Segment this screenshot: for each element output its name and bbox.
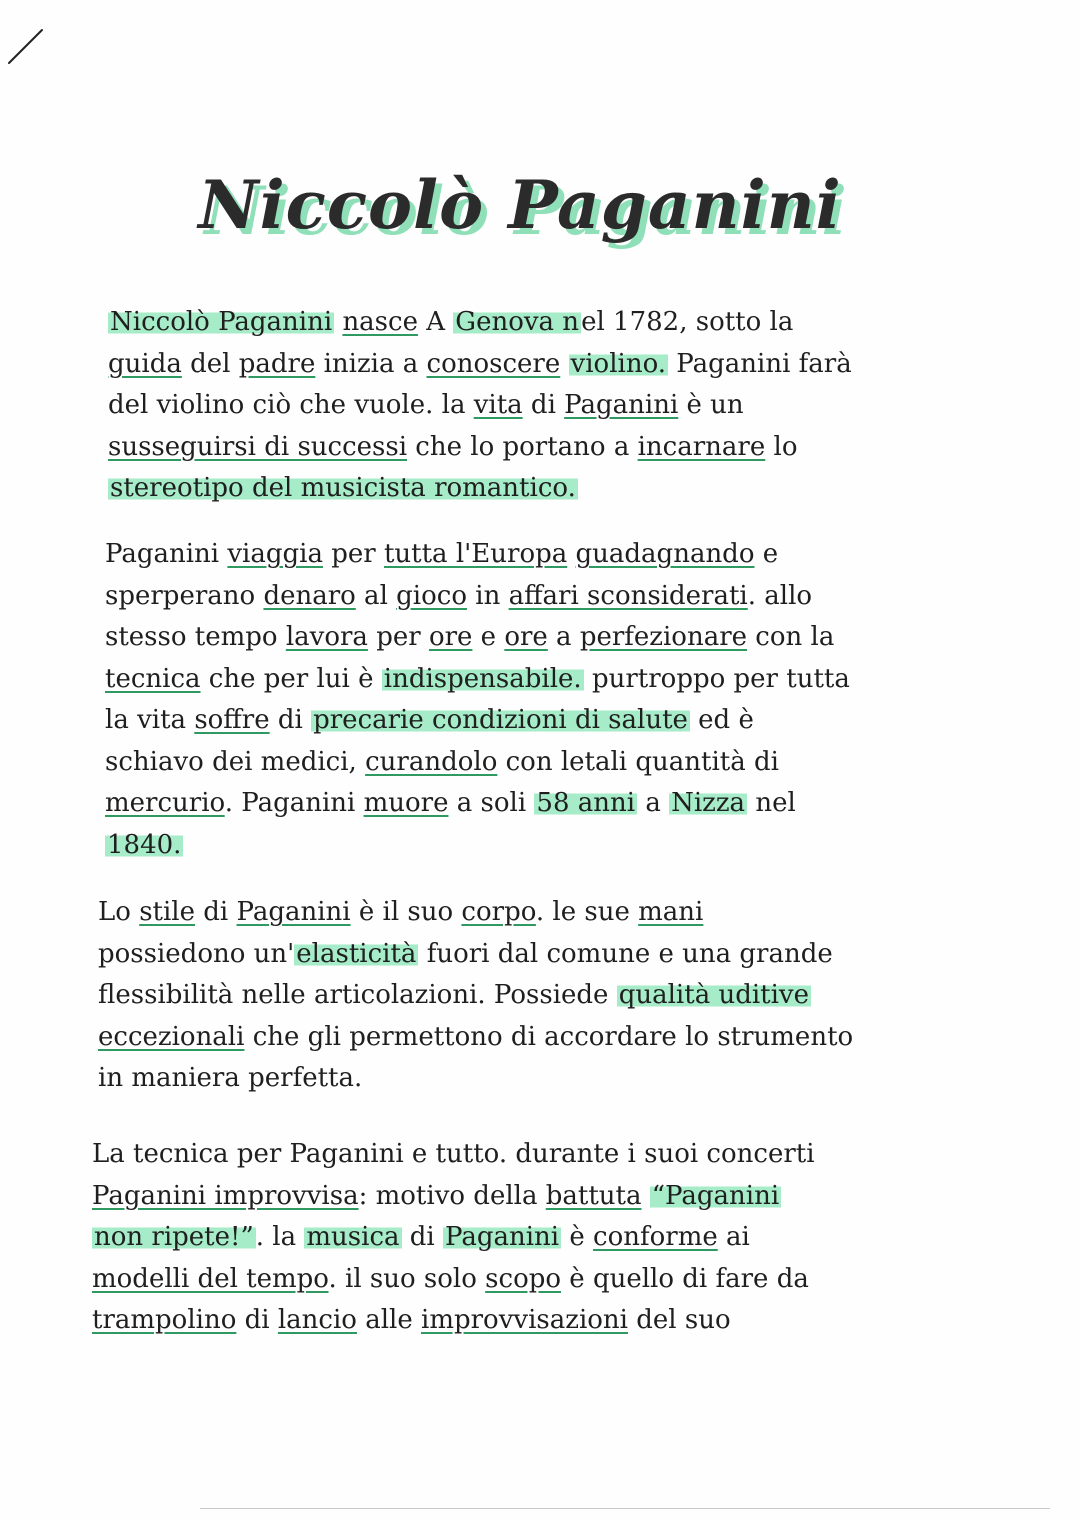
text-line [105, 659, 905, 701]
underlined-text: curandolo [365, 746, 498, 777]
text-run: lo [765, 431, 798, 462]
text-line [105, 825, 905, 867]
underlined-text: gioco [396, 580, 467, 611]
underlined-text: mercurio [105, 788, 225, 818]
underlined-text: denaro [263, 580, 356, 611]
highlighted-text: “Paganini [651, 1180, 780, 1211]
text-run: è il suo [350, 897, 462, 927]
text-run: . le sue [535, 897, 639, 927]
text-run: del violino ciò che vuole. la [108, 390, 474, 420]
text-run: fuori dal comune e una grande [418, 938, 833, 969]
text-line [108, 302, 908, 344]
underlined-text: soffre [194, 705, 270, 735]
underlined-text: viaggia [227, 539, 323, 569]
text-run: e [472, 622, 505, 652]
highlighted-text: stereotipo del musicista romantico. [110, 473, 576, 503]
text-run: di [236, 1305, 278, 1335]
underlined-text: improvvisazioni [421, 1305, 628, 1335]
underlined-text: guida [108, 348, 182, 379]
underlined-text: stile [139, 897, 195, 927]
text-line [108, 344, 908, 386]
paragraph-biography [108, 302, 908, 510]
text-run: di [401, 1222, 444, 1252]
paragraph-style [98, 892, 898, 1100]
underlined-text: mani [638, 897, 704, 927]
page-edge-line [200, 1508, 1050, 1509]
underlined-text: ore [428, 622, 473, 652]
underlined-text: muore [363, 788, 449, 818]
highlighted-text: precarie condizioni di salute [313, 705, 688, 735]
underlined-text: tecnica [105, 663, 201, 694]
paragraph-life [105, 534, 905, 866]
highlighted-text: 1840. [107, 829, 182, 860]
underlined-text: susseguirsi di successi [108, 431, 408, 462]
text-run: che gli permettono di accordare lo strumento [244, 1021, 854, 1052]
highlighted-text: elasticità [296, 938, 417, 969]
text-run: inizia a [315, 348, 427, 379]
text-line [105, 783, 905, 825]
text-line [105, 700, 905, 742]
text-run: di [269, 705, 312, 735]
text-run: : motivo della [358, 1180, 546, 1211]
underlined-text: affari sconsiderati [508, 580, 748, 611]
text-line [105, 576, 905, 618]
underlined-text: eccezionali [98, 1021, 245, 1052]
paragraph-technique [92, 1134, 892, 1342]
underlined-text: ore [504, 622, 548, 652]
underlined-text: padre [238, 348, 316, 379]
underlined-text: lavora [285, 622, 368, 652]
text-run: del [181, 348, 239, 379]
text-run: sperperano [105, 580, 264, 611]
text-line [92, 1176, 892, 1218]
title-block [180, 150, 860, 270]
text-line [98, 934, 898, 976]
text-run: . Paganini [224, 788, 364, 818]
text-run: Paganini [105, 539, 228, 569]
text-run: del suo [627, 1305, 731, 1335]
highlighted-text: Genova n [455, 307, 580, 337]
highlighted-text: qualità uditive [618, 980, 809, 1010]
underlined-text: Paganini improvvisa [92, 1180, 359, 1211]
text-run: a [637, 788, 670, 818]
text-run: A [417, 307, 454, 337]
text-run: che per lui è [200, 663, 382, 694]
underlined-text: trampolino [92, 1305, 237, 1335]
text-run: con letali quantità di [497, 746, 779, 777]
text-line [105, 617, 905, 659]
highlighted-text: Paganini [445, 1222, 560, 1252]
text-run: Lo [98, 897, 140, 927]
text-run: in maniera perfetta. [98, 1063, 363, 1093]
text-run: schiavo dei medici, [105, 746, 366, 777]
text-line [105, 742, 905, 784]
underlined-text: guadagnando [575, 539, 755, 569]
underlined-text: Paganini [236, 897, 351, 927]
text-run: La tecnica per Paganini e tutto. durante i suoi concerti [92, 1139, 815, 1169]
highlighted-text: non ripete!” [94, 1222, 254, 1252]
underlined-text: perfezionare [579, 622, 748, 652]
text-line [92, 1259, 892, 1301]
text-run: nel [747, 788, 796, 818]
underlined-text: modelli del tempo [92, 1263, 329, 1294]
highlighted-text: Nizza [671, 788, 746, 818]
text-run: di [522, 390, 565, 420]
underlined-text: scopo [485, 1263, 562, 1294]
text-run: è [561, 1222, 594, 1252]
text-run: la vita [105, 705, 195, 735]
text-line [92, 1134, 892, 1176]
text-run: possiedono un' [98, 938, 295, 969]
underlined-text: conforme [593, 1222, 718, 1252]
highlighted-text: violino. [570, 348, 667, 379]
text-line [98, 975, 898, 1017]
text-run: . il suo solo [328, 1263, 486, 1294]
highlighted-text: Niccolò Paganini [110, 307, 333, 337]
text-run: Paganini farà [668, 348, 852, 379]
text-line [108, 427, 908, 469]
text-line [92, 1300, 892, 1342]
underlined-text: tutta l'Europa [383, 539, 568, 569]
text-run: è un [678, 390, 744, 420]
text-run: al [355, 580, 397, 611]
text-run: in [466, 580, 509, 611]
text-run: di [195, 897, 237, 927]
text-run: ai [717, 1222, 750, 1252]
text-run: per [322, 539, 384, 569]
text-line [98, 892, 898, 934]
underlined-text: lancio [277, 1305, 357, 1335]
text-run: che lo portano a [407, 431, 638, 462]
text-run: ed è [689, 705, 754, 735]
text-line [98, 1017, 898, 1059]
text-run: alle [356, 1305, 422, 1335]
underlined-text: incarnare [637, 431, 766, 462]
text-run: stesso tempo [105, 622, 286, 652]
underlined-text: battuta [545, 1180, 642, 1211]
highlighted-text: indispensabile. [383, 663, 582, 694]
text-line [108, 385, 908, 427]
underlined-text: corpo [461, 897, 536, 927]
underlined-text: nasce [342, 307, 418, 337]
text-run: per [367, 622, 429, 652]
highlighted-text: musica [306, 1222, 400, 1252]
text-run: con la [747, 622, 835, 652]
text-run: el 1782, sotto la [581, 307, 794, 337]
text-run: . allo [747, 580, 813, 611]
pen-stroke-mark [6, 26, 46, 66]
text-run: e [754, 539, 779, 569]
underlined-text: vita [473, 390, 523, 420]
highlighted-text: 58 anni [536, 788, 636, 818]
text-line [108, 468, 908, 510]
document-title: Niccolò Paganini [198, 166, 842, 244]
text-line [105, 534, 905, 576]
text-run: . la [255, 1222, 305, 1252]
text-run: è quello di fare da [561, 1263, 809, 1294]
underlined-text: Paganini [564, 390, 679, 420]
text-line [92, 1217, 892, 1259]
text-run [567, 539, 575, 569]
text-run: a [547, 622, 580, 652]
text-run [641, 1181, 649, 1211]
text-run: a soli [448, 788, 535, 818]
text-line [98, 1058, 898, 1100]
text-run: purtroppo per tutta [583, 663, 850, 694]
text-run: flessibilità nelle articolazioni. Possiede [98, 980, 617, 1010]
underlined-text: conoscere [426, 348, 561, 379]
text-run [560, 349, 568, 379]
